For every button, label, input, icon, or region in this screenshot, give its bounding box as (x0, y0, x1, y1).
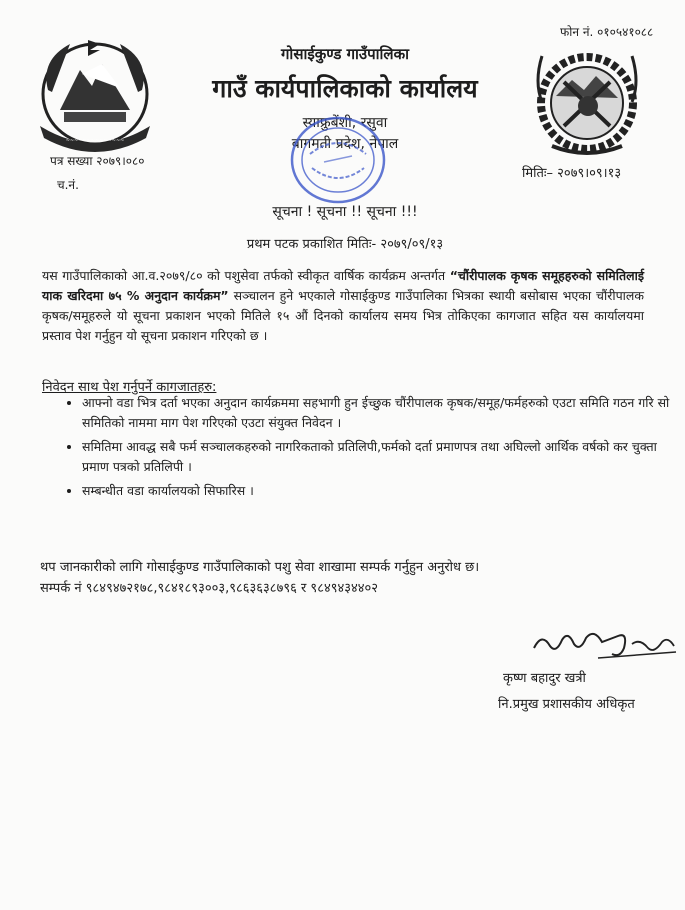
program-name: “चौंरीपालक कृषक समूहहरुको समितिलाई याक खरिदमा ७५ % अनुदान कार्यक्रम” (42, 268, 644, 303)
signatory-title: नि.प्रमुख प्रशासकीय अधिकृत (498, 697, 635, 712)
letter-date: मितिः– २०७९।०९।१३ (522, 166, 622, 181)
contact-phones: सम्पर्क नं ९८४९४७२१७८,९८४१८९३००३,९८६३६३८७९६ र ९८४९४३४४०२ (40, 581, 379, 596)
handwritten-signature-icon (528, 618, 678, 666)
list-item: • समितिमा आवद्ध सबै फर्म सञ्चालकहरुको नागरिकताको प्रतिलिपी,फर्मको दर्ता प्रमाणपत्र तथा अघिल्लो आर्थिक वर्षको कर चुक्ता प्रमाण पत्रको प्रतिलिपी । (82, 437, 670, 477)
phone-number: फोन नं. ०१०५४१०८८ (560, 25, 654, 39)
address-line-1: स्याफ्रुबेंशी, रसुवा (302, 115, 388, 131)
nepal-emblem-icon (30, 30, 160, 155)
documents-title: निवेदन साथ पेश गर्नुपर्ने कागजातहरु: (42, 380, 217, 395)
municipality-logo-icon (522, 42, 652, 164)
notice-body (42, 266, 644, 346)
published-date: प्रथम पटक प्रकाशित मितिः- २०७९/०९/१३ (246, 237, 444, 252)
letter-number: पत्र सख्या २०७९।०८० (50, 154, 145, 168)
signatory-name: कृष्ण बहादुर खत्री (503, 671, 586, 686)
contact-note: थप जानकारीको लागि गोसाईकुण्ड गाउँपालिकाको पशु सेवा शाखामा सम्पर्क गर्नुहुन अनुरोध छ। (40, 560, 480, 575)
dispatch-number: च.नं. (57, 178, 79, 192)
municipality-name: गोसाईकुण्ड गाउँपालिका (280, 45, 410, 63)
office-stamp-icon (286, 112, 391, 207)
address-line-2: बागमती प्रदेश, नेपाल (291, 136, 399, 152)
office-title: गाउँ कार्यपालिकाको कार्यालय (212, 74, 478, 103)
notice-body-part-1: यस गाउँपालिकाको आ.व.२०७९/८० को पशुसेवा तर्फको स्वीकृत वार्षिक कार्यक्रम अन्तर्गत (42, 268, 450, 283)
svg-text:~~~~~~~~~~~~~~: ~~~~~~~~~~~~~~ (65, 138, 125, 144)
notice-heading: सूचना ! सूचना !! सूचना !!! (272, 204, 418, 220)
documents-list (58, 393, 670, 505)
notice-body-part-2: सञ्चालन हुने भएकाले गोसाईकुण्ड गाउँपालिका भित्रका स्थायी बसोबास भएका चौंरीपालक कृषक/समूहरुले यो सूचना प्रकाशन भएको मितिले १५ औं दिनको कार्यालय समय भित्र तोकिएका कागजात सहित यस कार्यालयमा प्रस्ताव पेश गर्नुहुन यो सूचना प्रकाशन गरिएको छ । (42, 288, 644, 343)
list-item: • आफ्नो वडा भित्र दर्ता भएका अनुदान कार्यक्रममा सहभागी हुन ईच्छुक चौंरीपालक कृषक/समूह/फर्महरुको एउटा समिति गठन गरि सो समितिको नाममा माग पेश गरिएको एउटा संयुक्त निवेदन । (82, 393, 670, 433)
list-item: • सम्बन्धीत वडा कार्यालयको सिफारिस । (82, 481, 670, 501)
